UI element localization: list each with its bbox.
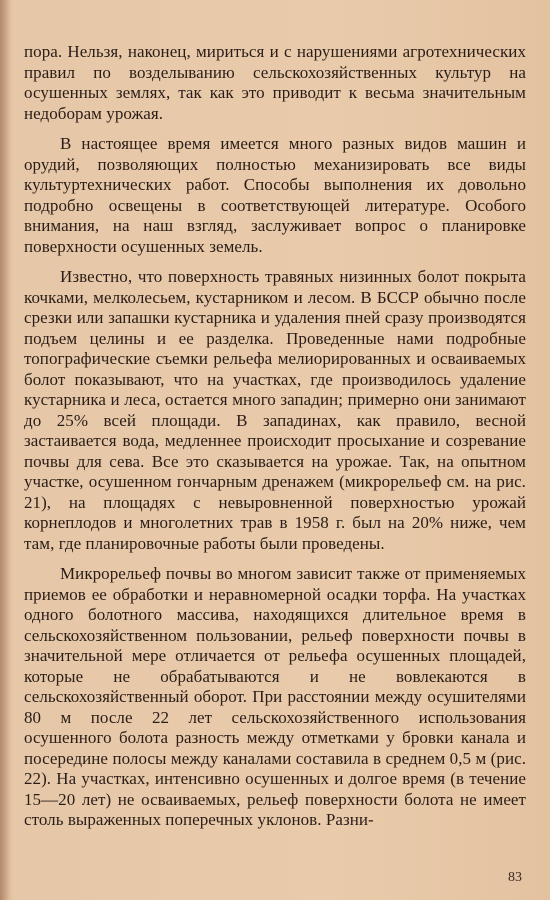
paragraph-3: Известно, что поверхность травяных низинных болот покрыта кочками, мелколесьем, кустарником и лесом. В БССР обычно после срезки или запашки кустарника и удаления пней сразу производятся подъем целины и ее разделка. Проведенные нами подробные топографические съемки рельефа мелиорированных и осваиваемых болот показывают, что на участках, где производилось удаление кустарника и леса, остается много западин; примерно они занимают до 25% всей площади. В западинах, как правило, весной застаивается вода, медленнее происходит просыхание и созревание почвы для сева. Все это сказывается на урожае. Так, на опытном участке, осушенном гончарным дренажем (микрорельеф см. на рис. 21), на площадях с невыровненной поверхностью урожай корнеплодов и многолетних трав в 1958 г. был на 20% ниже, чем там, где планировочные работы были проведены.	[24, 267, 526, 553]
paragraph-2: В настоящее время имеется много разных видов машин и орудий, позволяющих полностью механизировать все виды культуртехнических работ. Способы выполнения их довольно подробно освещены в соответствующей литературе. Особого внимания, на наш взгляд, заслуживает вопрос о планировке поверхности осушенных земель.	[24, 134, 526, 256]
page-number: 83	[508, 870, 522, 885]
page-edge-shadow	[0, 0, 10, 900]
page-body	[24, 42, 526, 892]
paragraph-4: Микрорельеф почвы во многом зависит также от применяемых приемов ее обработки и неравномерной осадки торфа. На участках одного болотного массива, находящихся длительное время в сельскохозяйственном пользовании, рельеф поверхности почвы в значительной мере отличается от рельефа осушенных площадей, которые не обрабатываются и не вовлекаются в сельскохозяйственный оборот. При расстоянии между осушителями 80 м после 22 лет сельскохозяйственного использования осушенного болота разность между отметками у бровки канала и посередине полосы между каналами составила в среднем 0,5 м (рис. 22). На участках, интенсивно осушенных и долгое время (в течение 15—20 лет) не осваиваемых, рельеф поверхности болота не имеет столь выраженных поперечных уклонов. Разни-	[24, 564, 526, 829]
paragraph-1: пора. Нельзя, наконец, мириться и с нарушениями агротехнических правил по возделыванию сельскохозяйственных культур на осушенных землях, так как это приводит к весьма значительным недоборам урожая.	[24, 42, 526, 123]
